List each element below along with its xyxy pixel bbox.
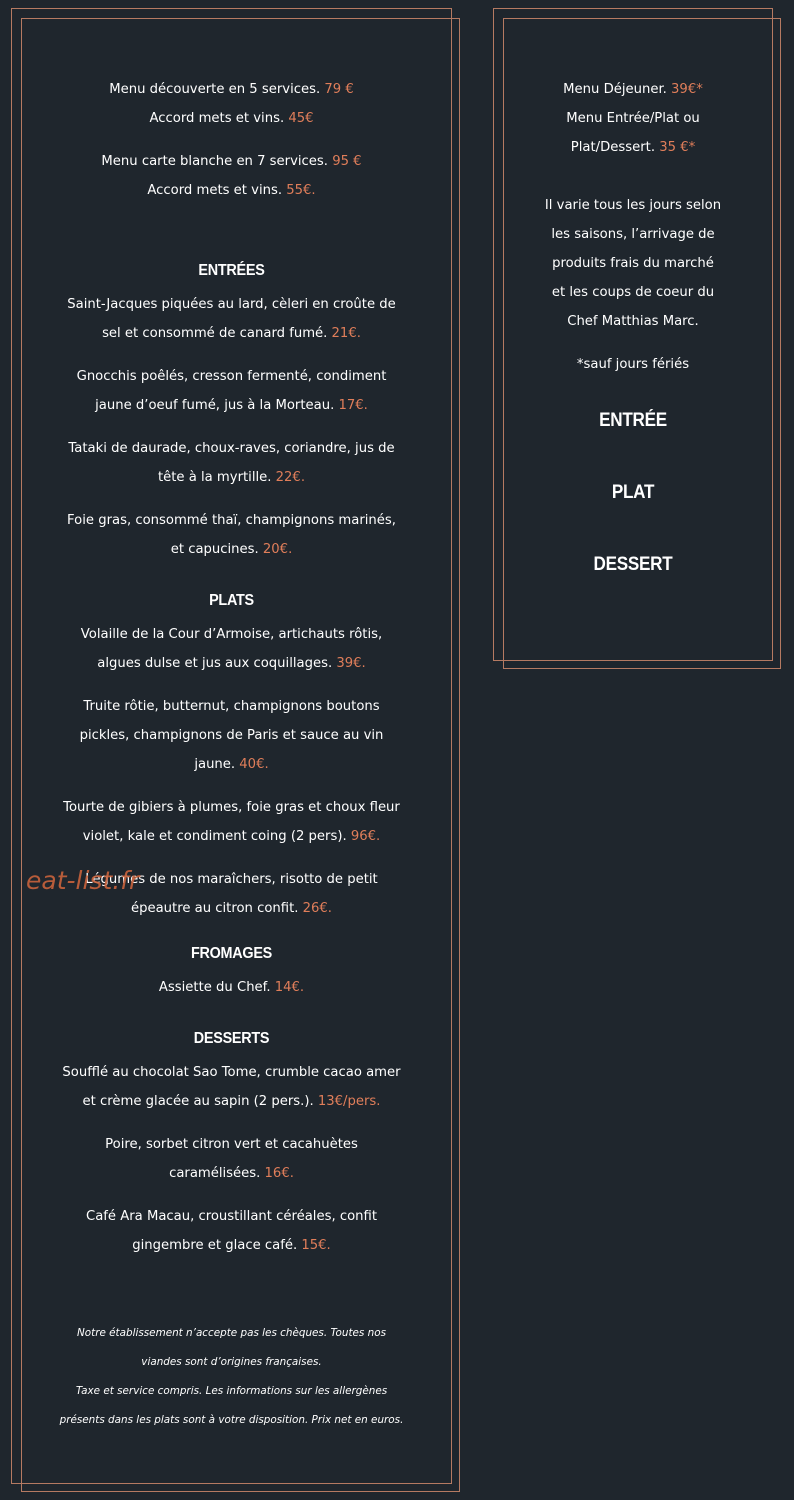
lunch-menu	[494, 75, 772, 379]
price: 96€.	[350, 829, 381, 844]
list-item: Soufflé au chocolat Sao Tome, crumble cacao amer et crème glacée au sapin (2 pers.). 13€/pers.	[62, 1065, 401, 1109]
section-desserts	[12, 1029, 451, 1260]
list-item: Foie gras, consommé thaï, champignons marinés, et capucines. 20€.	[67, 513, 396, 557]
section-fromages	[12, 944, 451, 1002]
price: 95 €	[332, 154, 362, 169]
price: 39€*	[671, 82, 703, 97]
price: 13€/pers.	[317, 1094, 381, 1109]
price: 55€.	[286, 183, 316, 198]
price: 20€.	[262, 542, 293, 557]
menu-carte-blanche: Menu carte blanche en 7 services. 95 € Accord mets et vins. 55€.	[101, 154, 362, 198]
price: 35 €*	[659, 140, 696, 155]
price: 21€.	[331, 326, 361, 341]
lunch-description: Il varie tous les jours selon les saisons, l’arrivage de produits frais du marché et les coups de coeur du Chef Matthias Marc.	[544, 198, 722, 329]
list-item: Gnocchis poêlés, cresson fermenté, condiment jaune d’oeuf fumé, jus à la Morteau. 17€.	[76, 369, 387, 413]
section-title: PLATS	[209, 592, 254, 609]
list-item: Truite rôtie, butternut, champignons boutons pickles, champignons de Paris et sauce au vin jaune. 40€.	[79, 699, 384, 772]
list-item: Saint-Jacques piquées au lard, cèleri en croûte de sel et consommé de canard fumé. 21€.	[67, 297, 396, 341]
price: 15€.	[301, 1238, 331, 1253]
list-item: Tataki de daurade, choux-raves, coriandre, jus de tête à la myrtille. 22€.	[68, 441, 395, 485]
section-entrees	[12, 261, 451, 564]
price: 14€.	[274, 980, 305, 995]
list-item: Poire, sorbet citron vert et cacahuètes caramélisées. 16€.	[105, 1137, 358, 1181]
list-item: Café Ara Macau, croustillant céréales, confit gingembre et glace café. 15€.	[85, 1209, 377, 1253]
section-title: FROMAGES	[190, 945, 273, 962]
list-item: Légumes de nos maraîchers, risotto de petit épeautre au citron confit. 26€.	[85, 872, 378, 916]
lunch-prices: Menu Déjeuner. 39€* Menu Entrée/Plat ou Plat/Dessert. 35 €*	[563, 82, 703, 155]
list-item: Volaille de la Cour d’Armoise, artichauts rôtis, algues dulse et jus aux coquillages. 39€.	[80, 627, 383, 671]
price: 17€.	[338, 398, 368, 413]
course-plat: PLAT	[611, 482, 655, 503]
price: 26€.	[302, 901, 333, 916]
price: 16€.	[264, 1166, 294, 1181]
section-title: DESSERTS	[193, 1030, 270, 1047]
section-title: ENTRÉES	[198, 262, 265, 279]
price: 39€.	[336, 656, 366, 671]
course-dessert: DESSERT	[593, 554, 673, 575]
lunch-menu-panel	[493, 8, 773, 661]
list-item: Assiette du Chef. 14€.	[158, 980, 305, 995]
menu-decouverte: Menu découverte en 5 services. 79 € Accord mets et vins. 45€	[109, 82, 354, 126]
tasting-menus	[12, 75, 451, 205]
price: 22€.	[275, 470, 306, 485]
list-item: Tourte de gibiers à plumes, foie gras et choux fleur violet, kale et condiment coing (2 pers). 96€.	[63, 800, 400, 844]
footer-notice: Notre établissement n’accepte pas les chèques. Toutes nos viandes sont d’origines françaises. Taxe et service compris. Les informations sur les allergènes présents dans les plats sont à votre disposition. Prix net en euros.	[59, 1327, 404, 1426]
price: 45€	[288, 111, 314, 126]
holiday-note: *sauf jours fériés	[576, 357, 690, 372]
watermark: eat-list.fr	[26, 866, 140, 895]
price: 40€.	[239, 757, 269, 772]
carte-menu-panel	[11, 8, 452, 1484]
price: 79 €	[324, 82, 354, 97]
course-entree: ENTRÉE	[599, 410, 667, 431]
